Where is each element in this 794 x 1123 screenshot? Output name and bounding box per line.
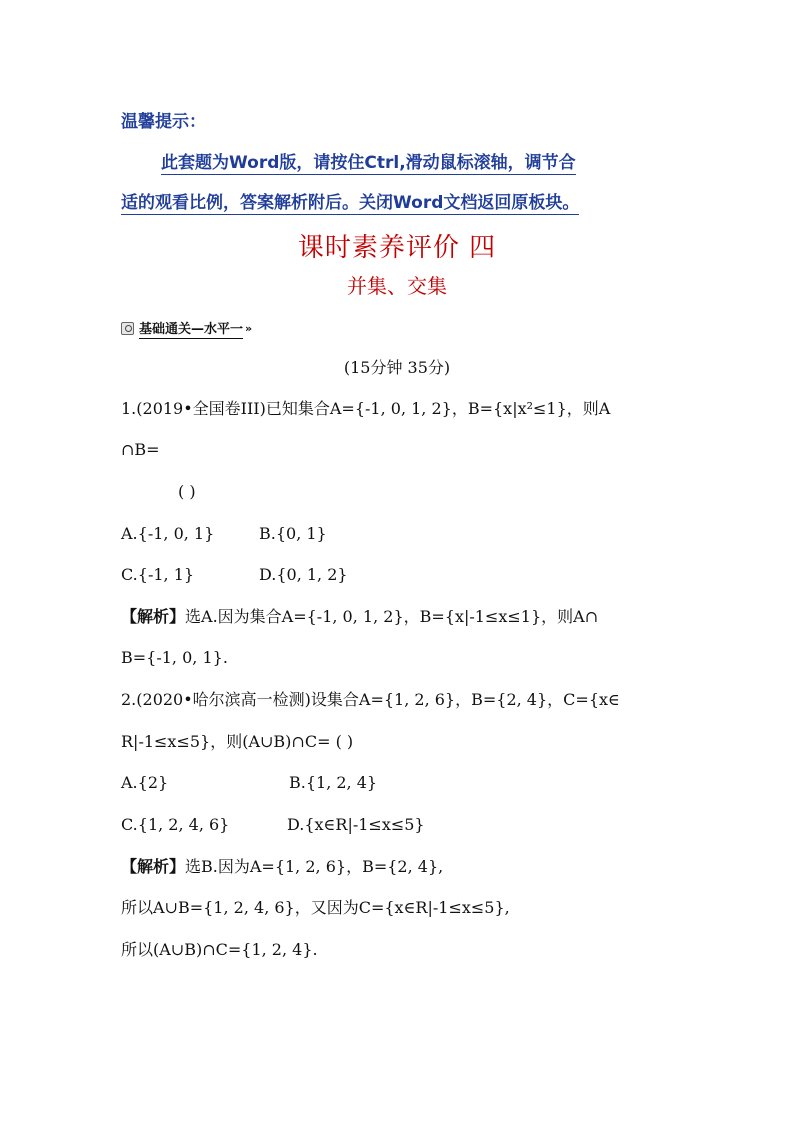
q1-option-b: B.{0, 1} — [259, 524, 327, 543]
q1-option-d: D.{0, 1, 2} — [259, 565, 348, 584]
q1-analysis-line-2: B={-1, 0, 1}. — [121, 648, 228, 667]
tip-line-1: 此套题为Word版，请按住Ctrl,滑动鼠标滚轴，调节合 — [161, 148, 576, 175]
q1-line-2: ∩B= — [121, 440, 160, 459]
q2-line-2: R|-1≤x≤5}，则(A∪B)∩C= ( ) — [121, 732, 354, 751]
q2-analysis-text: 选B.因为A={1, 2, 6}，B={2, 4}, — [185, 857, 444, 876]
q2-line-1: 2.(2020•哈尔滨高一检测)设集合A={1, 2, 6}，B={2, 4}，C={x∈ — [121, 690, 620, 709]
q1-analysis-text: 选A.因为集合A={-1, 0, 1, 2}，B={x|-1≤x≤1}，则A∩ — [185, 607, 599, 626]
time-score: (15分钟 35分) — [343, 358, 451, 377]
q2-analysis-label: 【解析】 — [121, 857, 186, 876]
q1-line-1: 1.(2019•全国卷III)已知集合A={-1, 0, 1, 2}，B={x|x²≤1}，则A — [121, 399, 611, 418]
page-subtitle: 并集、交集 — [347, 274, 447, 298]
q1-option-a: A.{-1, 0, 1} — [121, 524, 215, 543]
tip-line-2: 适的观看比例，答案解析附后。关闭Word文档返回原板块。 — [121, 188, 579, 215]
level-header — [121, 318, 252, 339]
q1-answer-paren: ( ) — [178, 482, 196, 501]
q2-option-a: A.{2} — [121, 773, 169, 792]
tip-title: 温馨提示： — [121, 112, 206, 132]
q1-option-c: C.{-1, 1} — [121, 565, 195, 584]
q2-analysis-line-3: 所以(A∪B)∩C={1, 2, 4}. — [121, 940, 318, 959]
page-title: 课时素养评价 四 — [297, 233, 497, 263]
level-label: 基础通关—水平一 — [139, 318, 243, 339]
q2-option-c: C.{1, 2, 4, 6} — [121, 815, 230, 834]
q1-analysis-label: 【解析】 — [121, 607, 186, 626]
q1-analysis-line-1 — [121, 607, 598, 627]
q2-analysis-line-1 — [121, 857, 443, 877]
q2-option-d: D.{x∈R|-1≤x≤5} — [287, 815, 425, 834]
lightbulb-icon — [121, 322, 134, 335]
double-chevron-icon: » — [245, 322, 253, 335]
q2-option-b: B.{1, 2, 4} — [289, 773, 378, 792]
q2-analysis-line-2: 所以A∪B={1, 2, 4, 6}，又因为C={x∈R|-1≤x≤5}, — [121, 898, 510, 917]
